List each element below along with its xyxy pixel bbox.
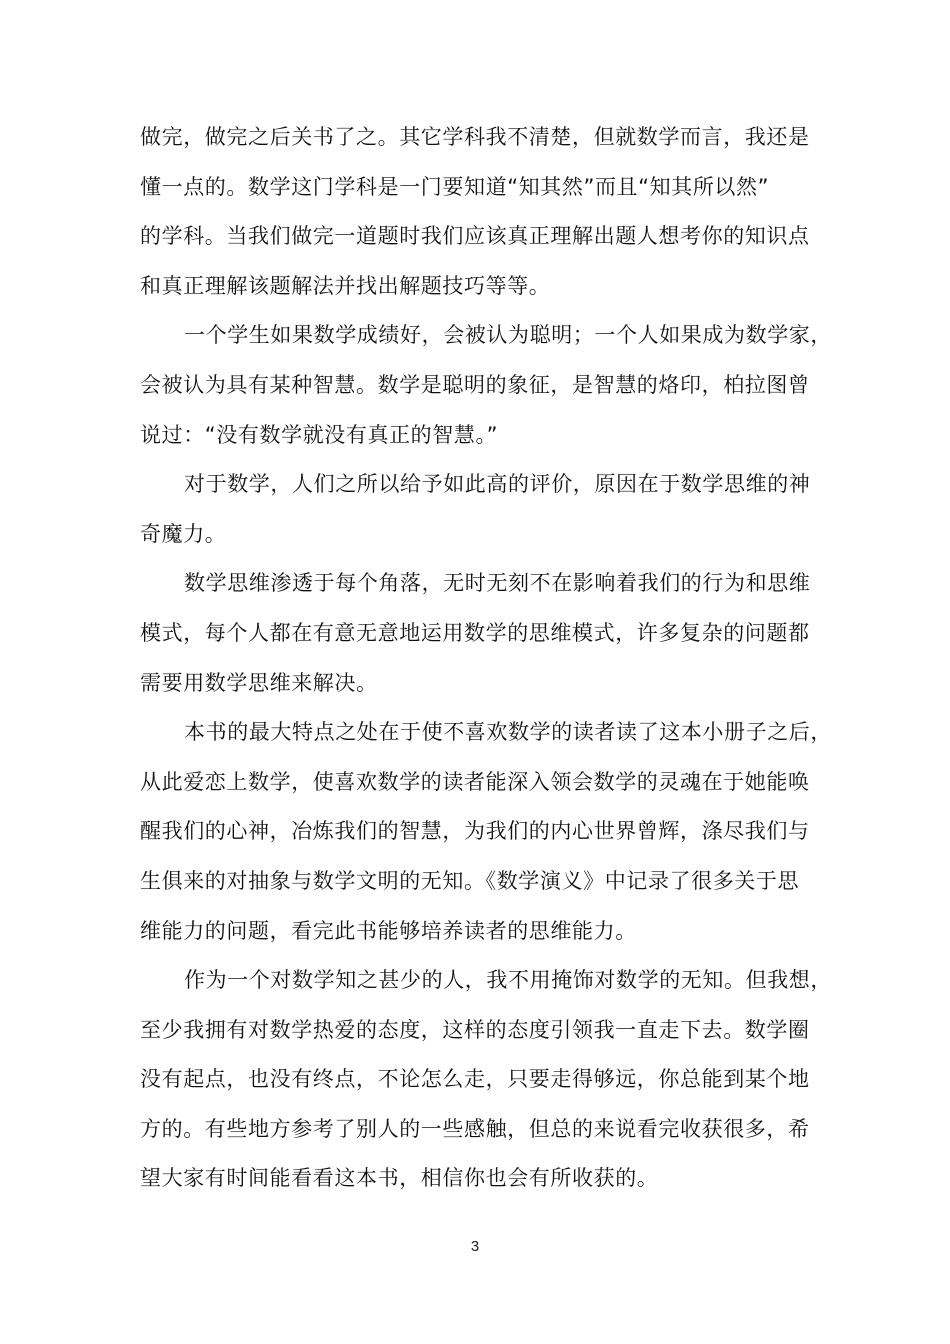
paragraph-6: [140, 956, 832, 1204]
text-line: 从此爱恋上数学，使喜欢数学的读者能深入领会数学的灵魂在于她能唤: [140, 769, 810, 794]
text-line: 做完，做完之后关书了之。其它学科我不清楚，但就数学而言，我还是: [140, 125, 810, 149]
text-line: 和真正理解该题解法并找出解题技巧等等。: [140, 273, 551, 298]
paragraph-5: [140, 708, 832, 956]
text-line: 的学科。当我们做完一道题时我们应该真正理解出题人想考你的知识点: [140, 224, 810, 249]
paragraph-3: [140, 460, 811, 559]
text-line: 会被认为具有某种智慧。数学是聪明的象征，是智慧的烙印，柏拉图曾: [140, 372, 810, 397]
text-line: 至少我拥有对数学热爱的态度，这样的态度引领我一直走下去。数学圈: [140, 1017, 810, 1042]
text-line: 维能力的问题，看完此书能够培养读者的思维能力。: [140, 918, 637, 943]
page-number: 3: [470, 1238, 480, 1255]
text-line: 本书的最大特点之处在于使不喜欢数学的读者读了这本小册子之后，: [184, 720, 832, 745]
text-line: 说过：“没有数学就没有真正的智慧。”: [140, 422, 499, 447]
text-line: 方的。有些地方参考了别人的一些感触，但总的来说看完收获很多，希: [140, 1116, 810, 1141]
text-line: 模式，每个人都在有意无意地运用数学的思维模式，许多复杂的问题都: [140, 620, 810, 645]
paragraph-2: [140, 311, 832, 460]
body-text: [140, 113, 832, 1204]
paragraph-1: [140, 113, 810, 311]
text-line: 数学思维渗透于每个角落，无时无刻不在影响着我们的行为和思维: [184, 571, 811, 596]
text-line: 没有起点，也没有终点，不论怎么走，只要走得够远，你总能到某个地: [140, 1067, 810, 1092]
text-line: 懂一点的。数学这门学科是一门要知道“知其然”而且“知其所以然”: [140, 174, 770, 199]
text-line: 奇魔力。: [140, 521, 227, 546]
text-line: 对于数学，人们之所以给予如此高的评价，原因在于数学思维的神: [184, 472, 811, 497]
text-line: 需要用数学思维来解决。: [140, 670, 378, 695]
text-line: 生俱来的对抽象与数学文明的无知。《数学演义》中记录了很多关于思: [140, 868, 800, 893]
text-line: 望大家有时间能看看这本书，相信你也会有所收获的。: [140, 1166, 659, 1191]
text-line: 一个学生如果数学成绩好，会被认为聪明；一个人如果成为数学家，: [184, 323, 832, 348]
paragraph-4: [140, 559, 811, 708]
text-line: 作为一个对数学知之甚少的人，我不用掩饰对数学的无知。但我想，: [184, 968, 832, 993]
text-line: 醒我们的心神，冶炼我们的智慧，为我们的内心世界曾辉，涤尽我们与: [140, 819, 810, 844]
